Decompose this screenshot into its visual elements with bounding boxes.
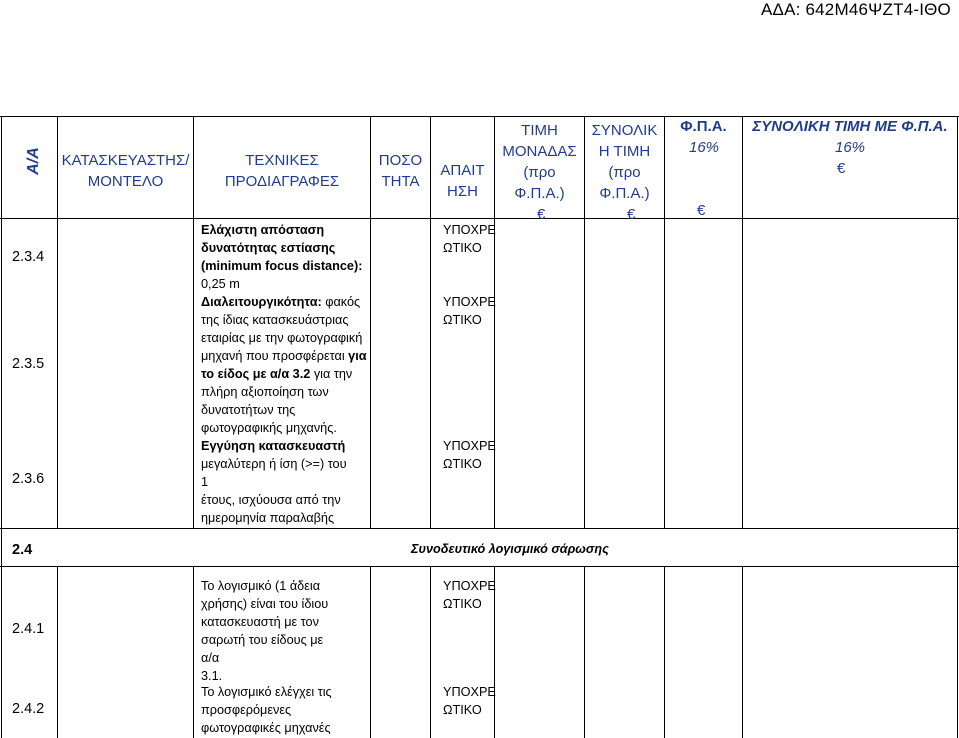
spec-text: Το λογισμικό (1 άδεια χρήσης) είναι του ίδιου κατασκευαστή με τον σαρωτή του είδους με α/α 3.1. xyxy=(201,579,329,683)
header-requirement: ΑΠΑΙΤ ΗΣΗ xyxy=(440,162,485,200)
spec-text: Εγγύηση κατασκευαστή μεγαλύτερη ή ίση (>=) του 1 έτους, ισχύουσα από την ημερομηνία παραλαβής xyxy=(201,439,347,525)
header-specs: ΤΕΧΝΙΚΕΣ ΠΡΟΔΙΑΓΡΑΦΕΣ xyxy=(224,152,340,190)
row-id: 2.3.5 xyxy=(12,356,45,372)
section-top-border xyxy=(0,528,959,529)
requirement-text: ΥΠΟΧΡΕ ΩΤΙΚΟ xyxy=(443,579,496,611)
header-bottom-border xyxy=(0,218,959,219)
header-aa: Α/Α xyxy=(25,147,42,175)
header-vat: Φ.Π.Α. 16% € xyxy=(680,118,727,219)
section-title: Συνοδευτικό λογισμικό σάρωσης xyxy=(411,542,609,556)
requirement-text: ΥΠΟΧΡΕ ΩΤΙΚΟ xyxy=(443,439,496,471)
section-id: 2.4 xyxy=(12,542,33,558)
header-total-price: ΣΥΝΟΛΙΚ Η ΤΙΜΗ (προ Φ.Π.Α.) € xyxy=(591,122,658,223)
row-id: 2.3.4 xyxy=(12,249,45,265)
row-id: 2.4.2 xyxy=(12,701,45,717)
col-line-vat-b xyxy=(742,566,743,738)
requirement-text: ΥΠΟΧΡΕ ΩΤΙΚΟ xyxy=(443,685,496,717)
requirement-text: ΥΠΟΧΡΕ ΩΤΙΚΟ xyxy=(443,295,496,327)
section-bottom-border xyxy=(0,566,959,567)
col-line-left-b xyxy=(1,566,2,738)
col-line-right xyxy=(957,116,958,528)
spec-text: Ελάχιστη απόσταση δυνατότητας εστίασης (minimum focus distance): 0,25 m xyxy=(201,223,363,291)
section-left-border xyxy=(1,528,2,566)
col-line-left xyxy=(1,116,2,528)
col-line-quantity-b xyxy=(430,566,431,738)
col-line-aa-b xyxy=(57,566,58,738)
header-manufacturer: ΚΑΤΑΣΚΕΥΑΣΤΗΣ/ ΜΟΝΤΕΛΟ xyxy=(61,152,190,190)
header-unit-price: ΤΙΜΗ ΜΟΝΑΔΑΣ (προ Φ.Π.Α.) € xyxy=(502,122,577,223)
col-line-manufacturer-b xyxy=(193,566,194,738)
section-right-border xyxy=(957,528,958,566)
row-id: 2.3.6 xyxy=(12,471,45,487)
header-quantity: ΠΟΣΟ ΤΗΤΑ xyxy=(378,152,423,190)
col-line-total-price-b xyxy=(664,566,665,738)
spec-text: Διαλειτουργικότητα: φακός της ίδιας κατασκευάστριας εταιρίας με την φωτογραφική μηχανή που προσφέρεται για το είδος με α/α 3.2 για την πλήρη αξιοποίηση των δυνατοτήτων της φωτογραφικής μηχανής. xyxy=(201,295,367,435)
document-code: ΑΔΑ: 642Μ46ΨΖΤ4-ΙΘΟ xyxy=(761,0,951,19)
spec-text: Το λογισμικό ελέγχει τις προσφερόμενες φωτογραφικές μηχανές xyxy=(201,685,332,735)
row-id: 2.4.1 xyxy=(12,621,45,637)
col-line-unit-price-b xyxy=(584,566,585,738)
header-total-with-vat: ΣΥΝΟΛΙΚΗ ΤΙΜΗ ΜΕ Φ.Π.Α. 16% € xyxy=(752,118,948,177)
requirement-text: ΥΠΟΧΡΕ ΩΤΙΚΟ xyxy=(443,223,496,255)
col-line-right-b xyxy=(957,566,958,738)
